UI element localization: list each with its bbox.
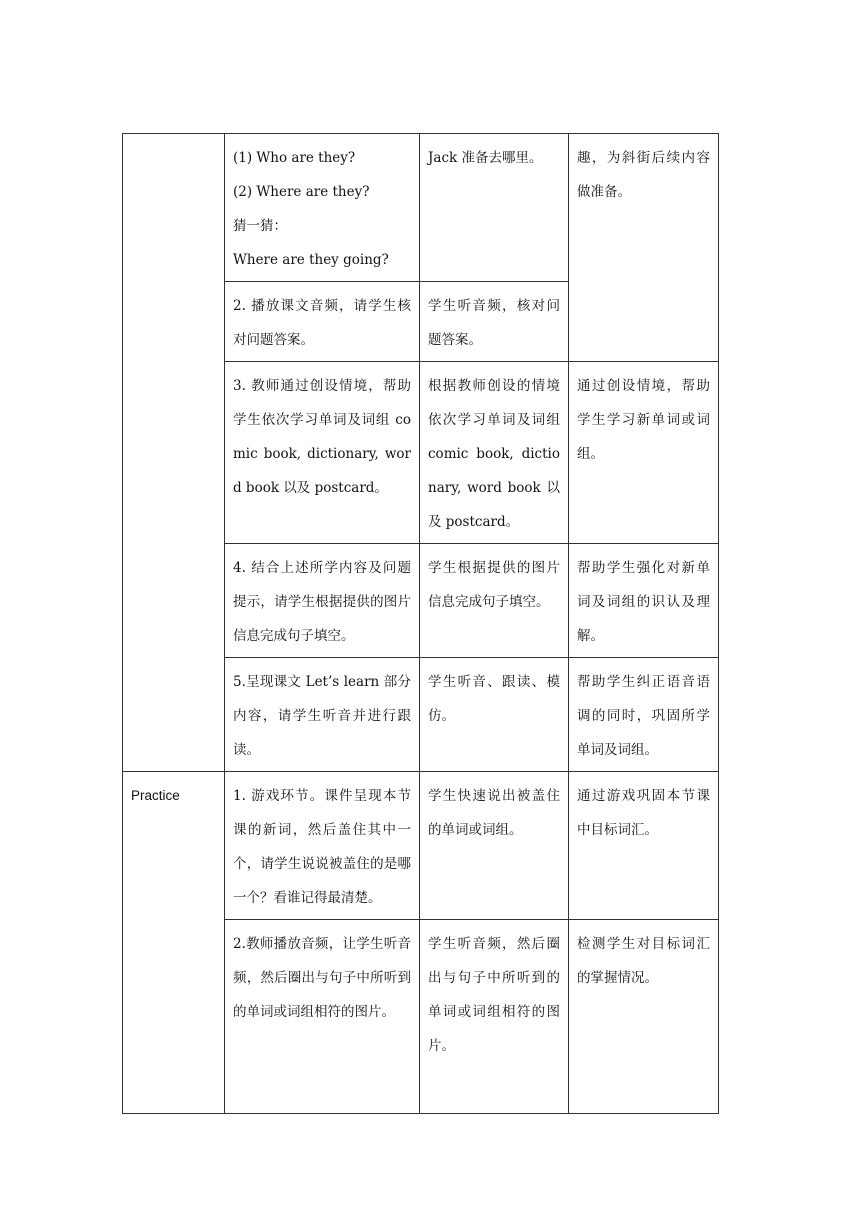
student-activity-cell: 学生听音频，核对问题答案。 — [420, 282, 569, 362]
table-row — [123, 772, 719, 920]
stage-cell: Practice — [123, 772, 225, 1114]
student-activity-cell: 学生听音频，然后圈出与句子中所听到的单词或词组相符的图片。 — [420, 920, 569, 1114]
purpose-cell: 通过游戏巩固本节课中目标词汇。 — [569, 772, 719, 920]
purpose-cell: 检测学生对目标词汇的掌握情况。 — [569, 920, 719, 1114]
teacher-line: (1) Who are they? — [233, 150, 356, 166]
teacher-activity-cell: 1. 游戏环节。课件呈现本节课的新词，然后盖住其中一个，请学生说说被盖住的是哪一个？看谁记得最清楚。 — [225, 772, 420, 920]
student-activity-cell: 学生快速说出被盖住的单词或词组。 — [420, 772, 569, 920]
student-activity-cell: 学生根据提供的图片信息完成句子填空。 — [420, 544, 569, 658]
purpose-cell: 帮助学生强化对新单词及词组的识认及理解。 — [569, 544, 719, 658]
teacher-activity-cell: 4. 结合上述所学内容及问题提示，请学生根据提供的图片信息完成句子填空。 — [225, 544, 420, 658]
table-row — [123, 134, 719, 282]
teacher-line: (2) Where are they? — [233, 184, 370, 200]
teacher-activity-cell: 2. 播放课文音频，请学生核对问题答案。 — [225, 282, 420, 362]
teacher-line: Where are they going? — [233, 252, 389, 268]
student-activity-cell: 根据教师创设的情境依次学习单词及词组 comic book, dictionary, word book 以及 postcard。 — [420, 362, 569, 544]
lesson-plan-table — [122, 133, 719, 1114]
teacher-activity-cell: 3. 教师通过创设情境，帮助学生依次学习单词及词组 comic book, dictionary, word book 以及 postcard。 — [225, 362, 420, 544]
teacher-activity-cell: 5.呈现课文 Let’s learn 部分内容，请学生听音并进行跟读。 — [225, 658, 420, 772]
student-activity-cell: Jack 准备去哪里。 — [420, 134, 569, 282]
stage-cell — [123, 134, 225, 772]
teacher-line: 猜一猜： — [233, 218, 287, 234]
purpose-cell: 趣，为斜街后续内容做准备。 — [569, 134, 719, 362]
student-activity-cell: 学生听音、跟读、模仿。 — [420, 658, 569, 772]
teacher-activity-cell — [225, 134, 420, 282]
purpose-cell: 通过创设情境，帮助学生学习新单词或词组。 — [569, 362, 719, 544]
purpose-cell: 帮助学生纠正语音语调的同时，巩固所学单词及词组。 — [569, 658, 719, 772]
teacher-activity-cell: 2.教师播放音频，让学生听音频，然后圈出与句子中所听到的单词或词组相符的图片。 — [225, 920, 420, 1114]
